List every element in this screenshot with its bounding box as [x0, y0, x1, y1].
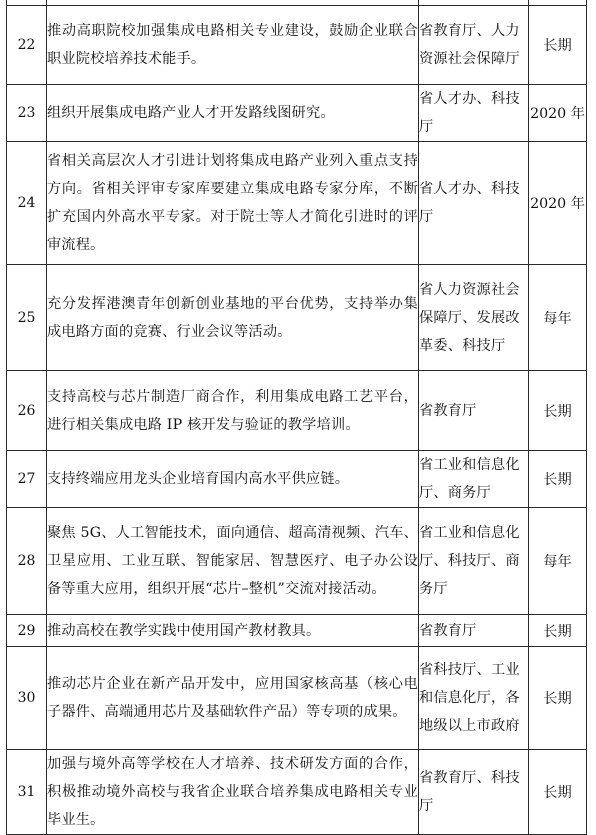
table-row: [7, 750, 587, 835]
deadline-cell: 2020 年: [529, 142, 587, 265]
deadline-cell: 长期: [529, 451, 587, 508]
task-cell: 推动高职院校加强集成电路相关专业建设，鼓励企业联合职业院校培养技术能手。: [47, 6, 419, 85]
department-cell: 省人才办、科技厅: [419, 142, 529, 265]
table-row: [7, 6, 587, 85]
table-row: [7, 647, 587, 750]
row-number: 30: [7, 647, 47, 750]
deadline-cell: 每年: [529, 508, 587, 615]
row-number: 26: [7, 371, 47, 451]
task-cell: 省相关高层次人才引进计划将集成电路产业列入重点支持方向。省相关评审专家库要建立集成电路专家分库，不断扩充国内外高水平专家。对于院士等人才简化引进时的评审流程。: [47, 142, 419, 265]
table-row: [7, 371, 587, 451]
task-cell: 充分发挥港澳青年创新创业基地的平台优势，支持举办集成电路方面的竞赛、行业会议等活动。: [47, 265, 419, 371]
row-number: 27: [7, 451, 47, 508]
table-row: [7, 85, 587, 142]
department-cell: 省人才办、科技厅: [419, 85, 529, 142]
row-number: 29: [7, 615, 47, 647]
deadline-cell: 2020 年: [529, 85, 587, 142]
row-number: 24: [7, 142, 47, 265]
department-cell: 省工业和信息化厅、商务厅: [419, 451, 529, 508]
task-cell: 推动高校在教学实践中使用国产教材教具。: [47, 615, 419, 647]
department-cell: 省教育厅: [419, 615, 529, 647]
task-table-body: [7, 0, 587, 835]
table-row: [7, 265, 587, 371]
department-cell: 省工业和信息化厅、科技厅、商务厅: [419, 508, 529, 615]
table-row: [7, 142, 587, 265]
task-cell: 支持终端应用龙头企业培育国内高水平供应链。: [47, 451, 419, 508]
row-number: 23: [7, 85, 47, 142]
task-cell: 支持高校与芯片制造厂商合作，利用集成电路工艺平台，进行相关集成电路 IP 核开发与验证的教学培训。: [47, 371, 419, 451]
table-row: [7, 451, 587, 508]
task-cell: 加强与境外高等学校在人才培养、技术研发方面的合作，积极推动境外高校与我省企业联合培养集成电路相关专业毕业生。: [47, 750, 419, 835]
row-number: 28: [7, 508, 47, 615]
table-row: [7, 508, 587, 615]
department-cell: 省人力资源社会保障厅、发展改革委、科技厅: [419, 265, 529, 371]
task-cell: 聚焦 5G、人工智能技术，面向通信、超高清视频、汽车、卫星应用、工业互联、智能家居、智慧医疗、电子办公设备等重大应用，组织开展“芯片–整机”交流对接活动。: [47, 508, 419, 615]
task-cell: 组织开展集成电路产业人才开发路线图研究。: [47, 85, 419, 142]
row-number: 31: [7, 750, 47, 835]
department-cell: 省教育厅、人力资源社会保障厅: [419, 6, 529, 85]
row-number: 25: [7, 265, 47, 371]
department-cell: 省教育厅: [419, 371, 529, 451]
department-cell: 省教育厅、科技厅: [419, 750, 529, 835]
task-table: [6, 0, 587, 835]
deadline-cell: 长期: [529, 615, 587, 647]
deadline-cell: 长期: [529, 750, 587, 835]
table-row: [7, 615, 587, 647]
row-number: 22: [7, 6, 47, 85]
deadline-cell: 长期: [529, 371, 587, 451]
deadline-cell: 长期: [529, 647, 587, 750]
deadline-cell: 长期: [529, 6, 587, 85]
task-cell: 推动芯片企业在新产品开发中，应用国家核高基（核心电子器件、高端通用芯片及基础软件产品）等专项的成果。: [47, 647, 419, 750]
department-cell: 省科技厅、工业和信息化厅，各地级以上市政府: [419, 647, 529, 750]
deadline-cell: 每年: [529, 265, 587, 371]
